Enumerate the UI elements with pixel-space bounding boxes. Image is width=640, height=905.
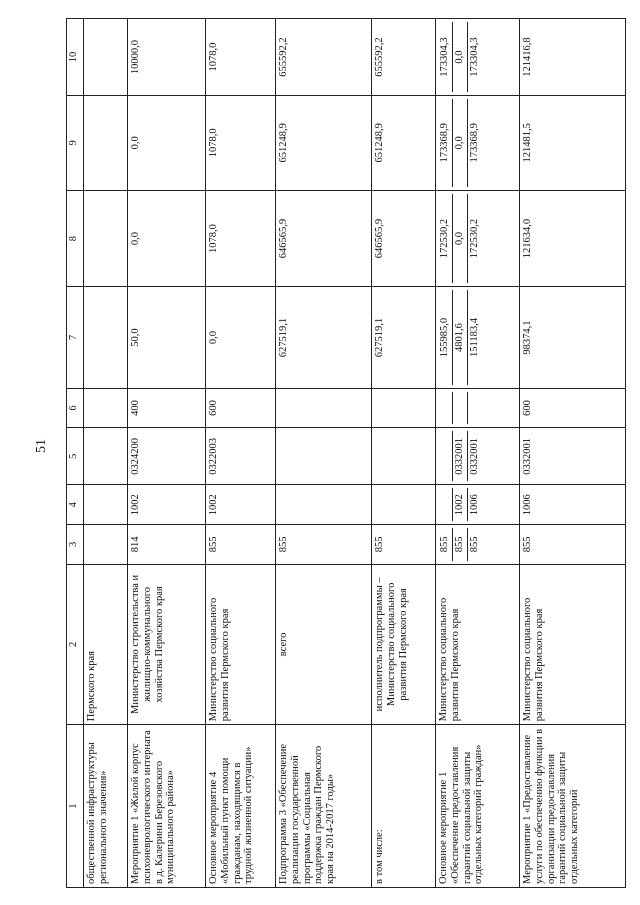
table-cell: 1078,0 — [206, 19, 276, 96]
table-cell: 855 — [520, 525, 626, 565]
table-row — [84, 19, 128, 888]
table-cell — [436, 525, 520, 565]
table-cell: 646565,9 — [276, 190, 372, 287]
table-cell — [84, 485, 128, 525]
sub-cell: 4801,6 — [452, 290, 467, 384]
executor-cell: исполнитель подпрограммы – Министерство социального развития Пермского края — [372, 564, 436, 725]
table-cell: 121634,0 — [520, 190, 626, 287]
row-title: Основное мероприятие 1 «Обеспечение предоставления гарантий социальной защиты отдельных категорий граждан» — [436, 725, 520, 888]
table-cell: 855 — [206, 525, 276, 565]
table-cell: 0,0 — [128, 96, 206, 191]
table-cell — [436, 388, 520, 428]
sub-cell: 155985,0 — [439, 317, 450, 358]
sub-cell: 0332001 — [452, 431, 467, 481]
table-cell: 1078,0 — [206, 190, 276, 287]
table-cell: 400 — [128, 388, 206, 428]
table-cell — [436, 96, 520, 191]
executor-cell: Министерство социального развития Пермского края — [206, 564, 276, 725]
sub-cell: 0,0 — [452, 194, 467, 284]
row-title: Подпрограмма 3 «Обеспечение реализации государственной программы «Социальная поддержка граждан Пермского края на 2014-2017 годы» — [276, 725, 372, 888]
sub-cell: 855 — [439, 536, 450, 553]
table-cell: 121416,8 — [520, 19, 626, 96]
table-cell: 1078,0 — [206, 96, 276, 191]
sub-cell: 855 — [452, 528, 467, 561]
row-title: Мероприятие 1 «Предоставление услуги по обеспечению функции в организации предоставления гарантий социальной защиты отдельных категорий — [520, 725, 626, 888]
table-cell — [436, 19, 520, 96]
table-cell: 627519,1 — [372, 287, 436, 388]
table-cell — [436, 190, 520, 287]
executor-cell: Министерство строительства и жилищно-коммунального хозяйства Пермского края — [128, 564, 206, 725]
table-cell: 0324200 — [128, 428, 206, 485]
sub-cell — [438, 392, 452, 425]
column-header: 4 — [67, 485, 84, 525]
sub-cell — [438, 488, 452, 521]
column-header: 3 — [67, 525, 84, 565]
executor-cell: Пермского края — [84, 564, 128, 725]
sub-cell — [467, 392, 482, 425]
table-cell — [84, 525, 128, 565]
table-cell: 627519,1 — [276, 287, 372, 388]
executor-cell: Министерство социального развития Пермского края — [520, 564, 626, 725]
table-cell: 0332001 — [520, 428, 626, 485]
table-cell — [84, 287, 128, 388]
executor-cell: всего — [276, 564, 372, 725]
table-cell: 1002 — [206, 485, 276, 525]
table-cell: 855 — [372, 525, 436, 565]
table-row — [520, 19, 626, 888]
sub-cell: 173368,9 — [439, 123, 450, 163]
table-cell: 651248,9 — [372, 96, 436, 191]
sub-cell: 151183,4 — [467, 290, 482, 384]
column-header: 10 — [67, 19, 84, 96]
column-header: 1 — [67, 725, 84, 888]
document-table-region — [66, 18, 626, 888]
table-cell: 10000,0 — [128, 19, 206, 96]
column-header: 2 — [67, 564, 84, 725]
sub-cell — [452, 392, 467, 425]
column-header: 7 — [67, 287, 84, 388]
column-header: 6 — [67, 388, 84, 428]
sub-cell: 172530,2 — [439, 218, 450, 259]
sub-cell: 0332001 — [467, 431, 482, 481]
table-row — [206, 19, 276, 888]
sub-cell: 173304,3 — [439, 37, 450, 77]
table-cell: 855 — [276, 525, 372, 565]
table-cell — [276, 388, 372, 428]
sub-cell — [438, 431, 452, 481]
sub-cell: 855 — [467, 528, 482, 561]
column-header: 8 — [67, 190, 84, 287]
table-cell: 98374,1 — [520, 287, 626, 388]
table-cell: 646565,9 — [372, 190, 436, 287]
sub-cell: 0,0 — [452, 22, 467, 92]
table-cell — [436, 485, 520, 525]
table-row — [372, 19, 436, 888]
table-cell — [276, 485, 372, 525]
sub-cell: 1002 — [452, 488, 467, 521]
row-title: общественной инфраструктуры регионального значения» — [84, 725, 128, 888]
table-cell — [84, 428, 128, 485]
table-cell — [84, 96, 128, 191]
table-cell — [84, 388, 128, 428]
table-cell — [84, 190, 128, 287]
table-row — [276, 19, 372, 888]
column-header: 5 — [67, 428, 84, 485]
budget-table — [66, 18, 626, 888]
sub-cell: 173368,9 — [467, 99, 482, 187]
table-cell: 121481,5 — [520, 96, 626, 191]
table-cell: 0322003 — [206, 428, 276, 485]
table-cell: 600 — [520, 388, 626, 428]
page-number: 51 — [34, 439, 49, 453]
table-row — [128, 19, 206, 888]
table-cell — [372, 485, 436, 525]
table-cell — [436, 428, 520, 485]
table-cell: 651248,9 — [276, 96, 372, 191]
table-cell: 1006 — [520, 485, 626, 525]
sub-cell: 173304,3 — [467, 22, 482, 92]
sub-cell: 1006 — [467, 488, 482, 521]
row-title: Мероприятие 1 «Жилой корпус психоневрологического интерната в д. Калерини Березовского муниципального района» — [128, 725, 206, 888]
table-cell: 600 — [206, 388, 276, 428]
table-cell — [276, 428, 372, 485]
table-row — [436, 19, 520, 888]
sub-cell: 0,0 — [452, 99, 467, 187]
table-cell: 655592,2 — [276, 19, 372, 96]
column-number-row — [67, 19, 84, 888]
row-title: в том числе: — [372, 725, 436, 888]
table-cell — [372, 428, 436, 485]
table-cell — [84, 19, 128, 96]
table-cell — [372, 388, 436, 428]
table-cell: 814 — [128, 525, 206, 565]
sub-cell: 172530,2 — [467, 194, 482, 284]
table-cell: 50,0 — [128, 287, 206, 388]
row-title: Основное мероприятие 4 «Мобильный пункт помощи гражданам, находящимся в трудной жизненной ситуации» — [206, 725, 276, 888]
table-cell: 1002 — [128, 485, 206, 525]
table-cell — [436, 287, 520, 388]
table-cell: 655592,2 — [372, 19, 436, 96]
executor-cell: Министерство социального развития Пермского края — [436, 564, 520, 725]
table-cell: 0,0 — [206, 287, 276, 388]
column-header: 9 — [67, 96, 84, 191]
table-cell: 0,0 — [128, 190, 206, 287]
